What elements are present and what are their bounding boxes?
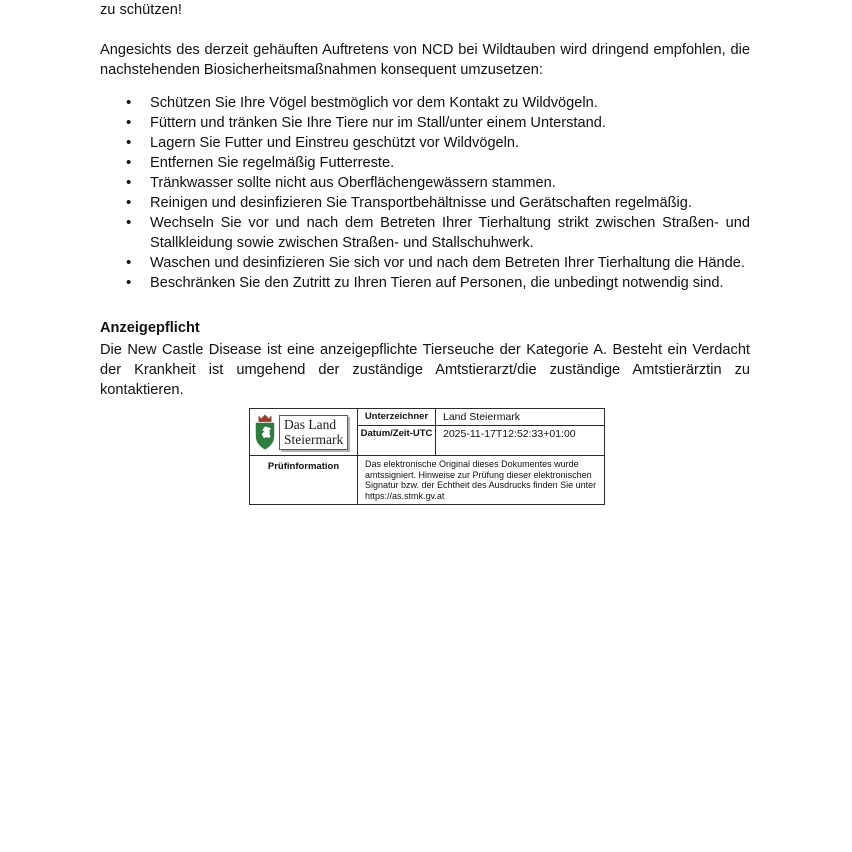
paragraph-fragment: zu schützen!	[100, 2, 182, 18]
signature-table-top	[250, 409, 604, 456]
crown-shape	[259, 414, 272, 421]
bullet-item: • Entfernen Sie regelmäßig Futterreste.	[100, 153, 750, 173]
signature-table	[249, 408, 605, 505]
bullet-item: • Tränkwasser sollte nicht aus Oberflächengewässern stammen.	[100, 173, 750, 193]
verification-text: Das elektronische Original dieses Dokumentes wurde amtssigniert. Hinweise zur Prüfung dieser elektronischen Signatur bzw. der Echtheit des Ausdrucks finden Sie unter https://as.stmk.gv.at	[365, 459, 597, 501]
bullet-item: • Füttern und tränken Sie Ihre Tiere nur im Stall/unter einem Unterstand.	[100, 113, 750, 133]
signer-value: Land Steiermark	[443, 411, 521, 423]
section-paragraph: Die New Castle Disease ist eine anzeigepflichte Tierseuche der Kategorie A. Besteht ein Verdacht der Krankheit ist umgehend der zuständige Amtstierarzt/die zuständige Amtstierärztin zu kontaktieren.	[100, 342, 750, 398]
signature-key-values	[358, 409, 604, 455]
datetime-row	[358, 426, 604, 455]
datetime-label: Datum/Zeit-UTC	[358, 426, 436, 455]
logo-line2: Steiermark	[284, 432, 344, 447]
bullet-item: • Schützen Sie Ihre Vögel bestmöglich vor dem Kontakt zu Wildvögeln.	[100, 93, 750, 113]
steiermark-crest-icon	[253, 413, 277, 451]
verification-row	[250, 456, 604, 504]
section-heading-anzeigepflicht: Anzeigepflicht	[100, 320, 200, 336]
logo-cell	[250, 409, 358, 455]
bullet-item: • Reinigen und desinfizieren Sie Transportbehältnisse und Gerätschaften regelmäßig.	[100, 193, 750, 213]
logo-line1: Das Land	[284, 416, 337, 432]
verification-label: Prüfinformation	[250, 456, 358, 504]
datetime-value: 2025-11-17T12:52:33+01:00	[443, 428, 576, 440]
intro-paragraph: Angesichts des derzeit gehäuften Auftretens von NCD bei Wildtauben wird dringend empfohlen, die nachstehenden Biosicherheitsmaßnahmen konsequent umzusetzen:	[100, 42, 750, 78]
logo-wordmark	[279, 415, 348, 450]
bullet-item: • Lagern Sie Futter und Einstreu geschützt vor Wildvögeln.	[100, 133, 750, 153]
bullet-item: • Waschen und desinfizieren Sie sich vor und nach dem Betreten Ihrer Tierhaltung die Hände.	[100, 253, 750, 273]
bullet-item: • Beschränken Sie den Zutritt zu Ihren Tieren auf Personen, die unbedingt notwendig sind.	[100, 273, 750, 293]
biosecurity-bullet-list	[100, 93, 750, 293]
page-content	[100, 0, 750, 505]
bullet-item: • Wechseln Sie vor und nach dem Betreten Ihrer Tierhaltung strikt zwischen Straßen- und Stallkleidung sowie zwischen Straßen- und Stallschuhwerk.	[100, 213, 750, 253]
signer-row	[358, 409, 604, 426]
signer-label: Unterzeichner	[358, 409, 436, 425]
